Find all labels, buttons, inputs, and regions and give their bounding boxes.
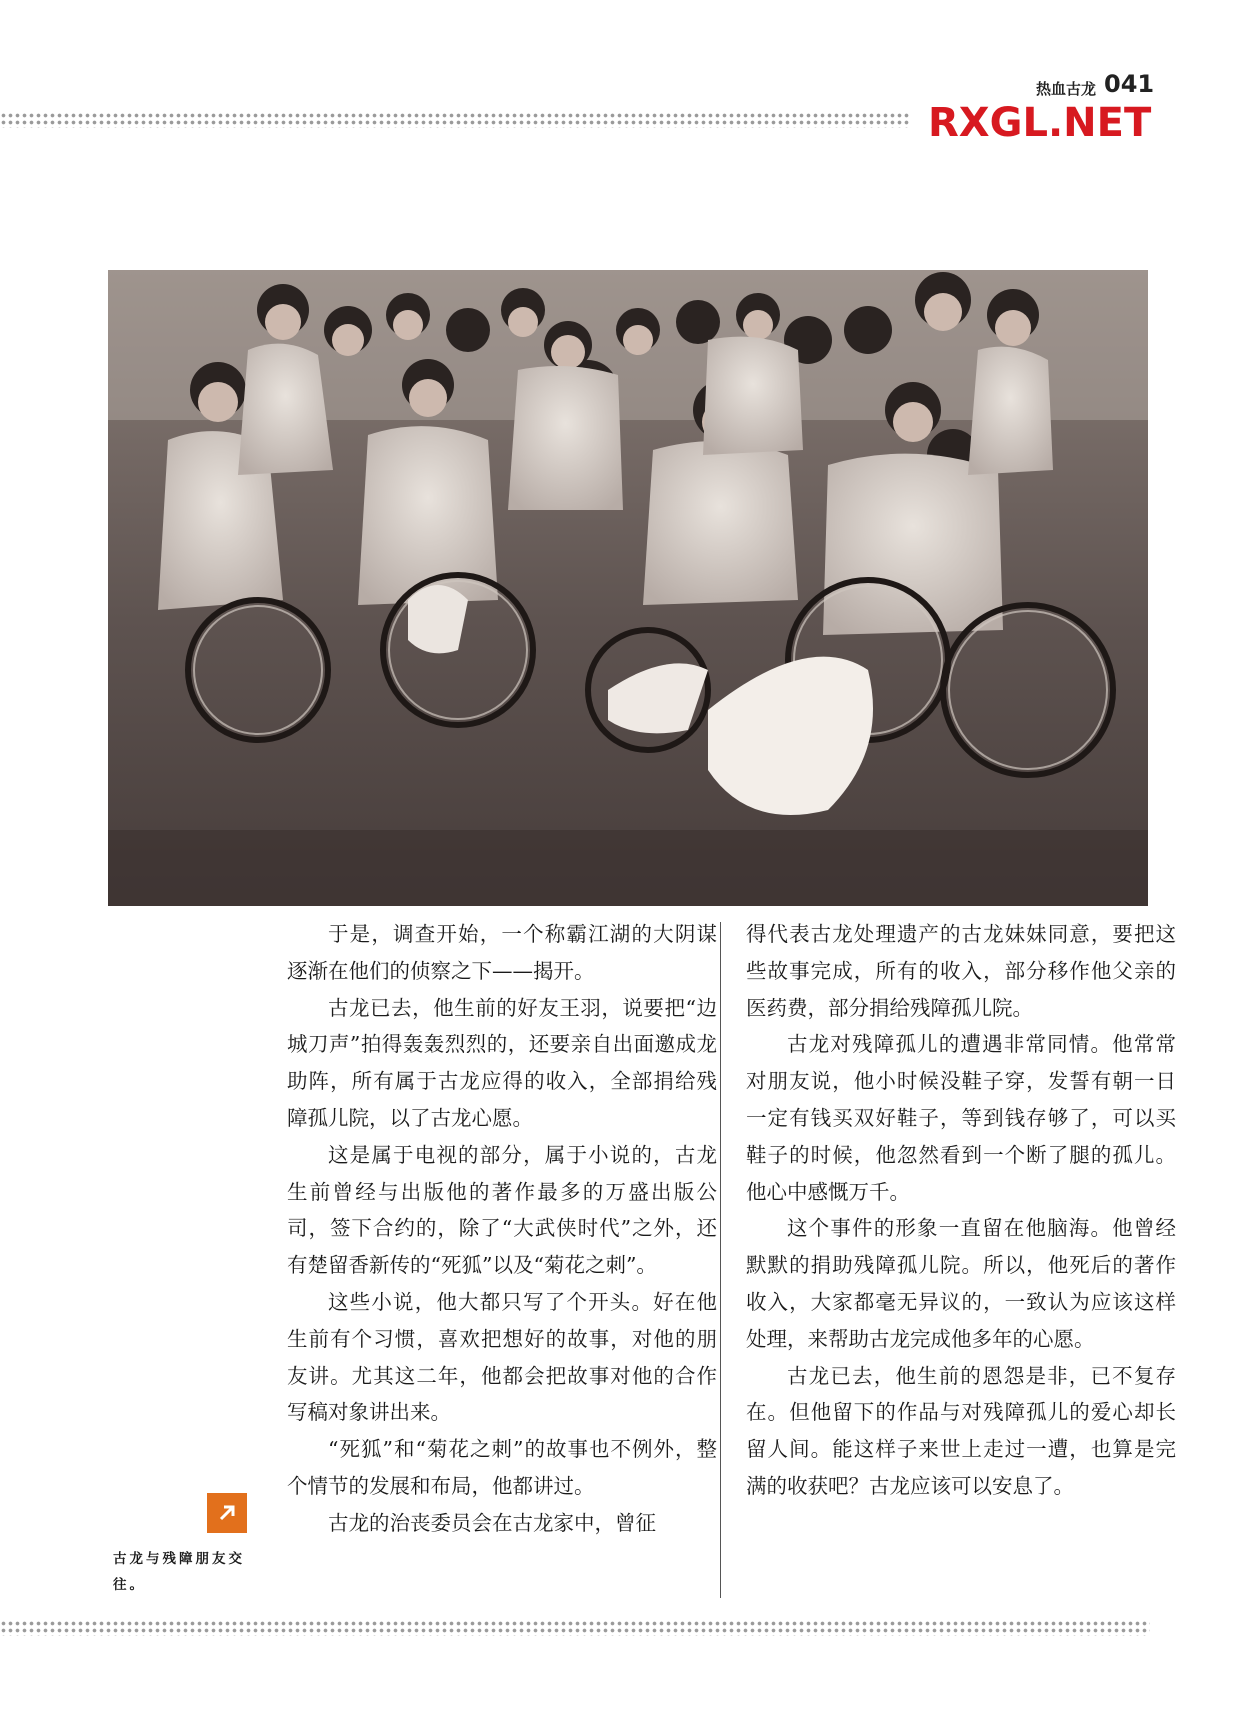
- paragraph: 古龙已去，他生前的恩怨是非，已不复存在。但他留下的作品与对残障孤儿的爱心却长留人间。能这样子来世上走过一遭，也算是完满的收获吧？古龙应该可以安息了。: [746, 1363, 1176, 1498]
- paragraph: 于是，调查开始，一个称霸江湖的大阴谋逐渐在他们的侦察之下——揭开。: [287, 922, 717, 983]
- paragraph: 古龙对残障孤儿的遭遇非常同情。他常常对朋友说，他小时候没鞋子穿，发誓有朝一日一定有钱买双好鞋子，等到钱存够了，可以买鞋子的时候，他忽然看到一个断了腿的孤儿。他心中感慨万千。: [746, 1032, 1176, 1204]
- paragraph: 这是属于电视的部分，属于小说的，古龙生前曾经与出版他的著作最多的万盛出版公司，签下合约的，除了“大武侠时代”之外，还有楚留香新传的“死狐”以及“菊花之刺”。: [287, 1142, 717, 1278]
- article-right-column: [746, 916, 1176, 1505]
- site-logo: RXGL.NET: [928, 100, 1152, 146]
- paragraph: 古龙的治丧委员会在古龙家中，曾征: [328, 1510, 656, 1535]
- bottom-dotted-rule: [0, 1620, 1150, 1636]
- arrow-up-right-icon: [207, 1493, 247, 1533]
- paragraph: 古龙已去，他生前的好友王羽，说要把“边城刀声”拍得轰轰烈烈的，还要亲自出面邀成龙助阵，所有属于古龙应得的收入，全部捐给残障孤儿院，以了古龙心愿。: [287, 995, 717, 1130]
- group-photo: [108, 270, 1148, 906]
- page-number: 041: [1104, 70, 1155, 98]
- paragraph: 这个事件的形象一直留在他脑海。他曾经默默的捐助残障孤儿院。所以，他死后的著作收入，大家都毫无异议的，一致认为应该这样处理，来帮助古龙完成他多年的心愿。: [746, 1216, 1176, 1351]
- top-dotted-rule: [0, 112, 910, 128]
- paragraph: 得代表古龙处理遗产的古龙妹妹同意，要把这些故事完成，所有的收入，部分移作他父亲的医药费，部分捐给残障孤儿院。: [746, 922, 1176, 1020]
- photo-caption: 古龙与残障朋友交往。: [113, 1551, 245, 1593]
- section-title: 热血古龙: [1036, 80, 1097, 98]
- paragraph: 这些小说，他大都只写了个开头。好在他生前有个习惯，喜欢把想好的故事，对他的朋友讲。尤其这二年，他都会把故事对他的合作写稿对象讲出来。: [287, 1289, 717, 1425]
- article-left-column: [287, 916, 717, 1542]
- column-divider: [720, 922, 721, 1598]
- paragraph: “死狐”和“菊花之刺”的故事也不例外，整个情节的发展和布局，他都讲过。: [287, 1437, 717, 1498]
